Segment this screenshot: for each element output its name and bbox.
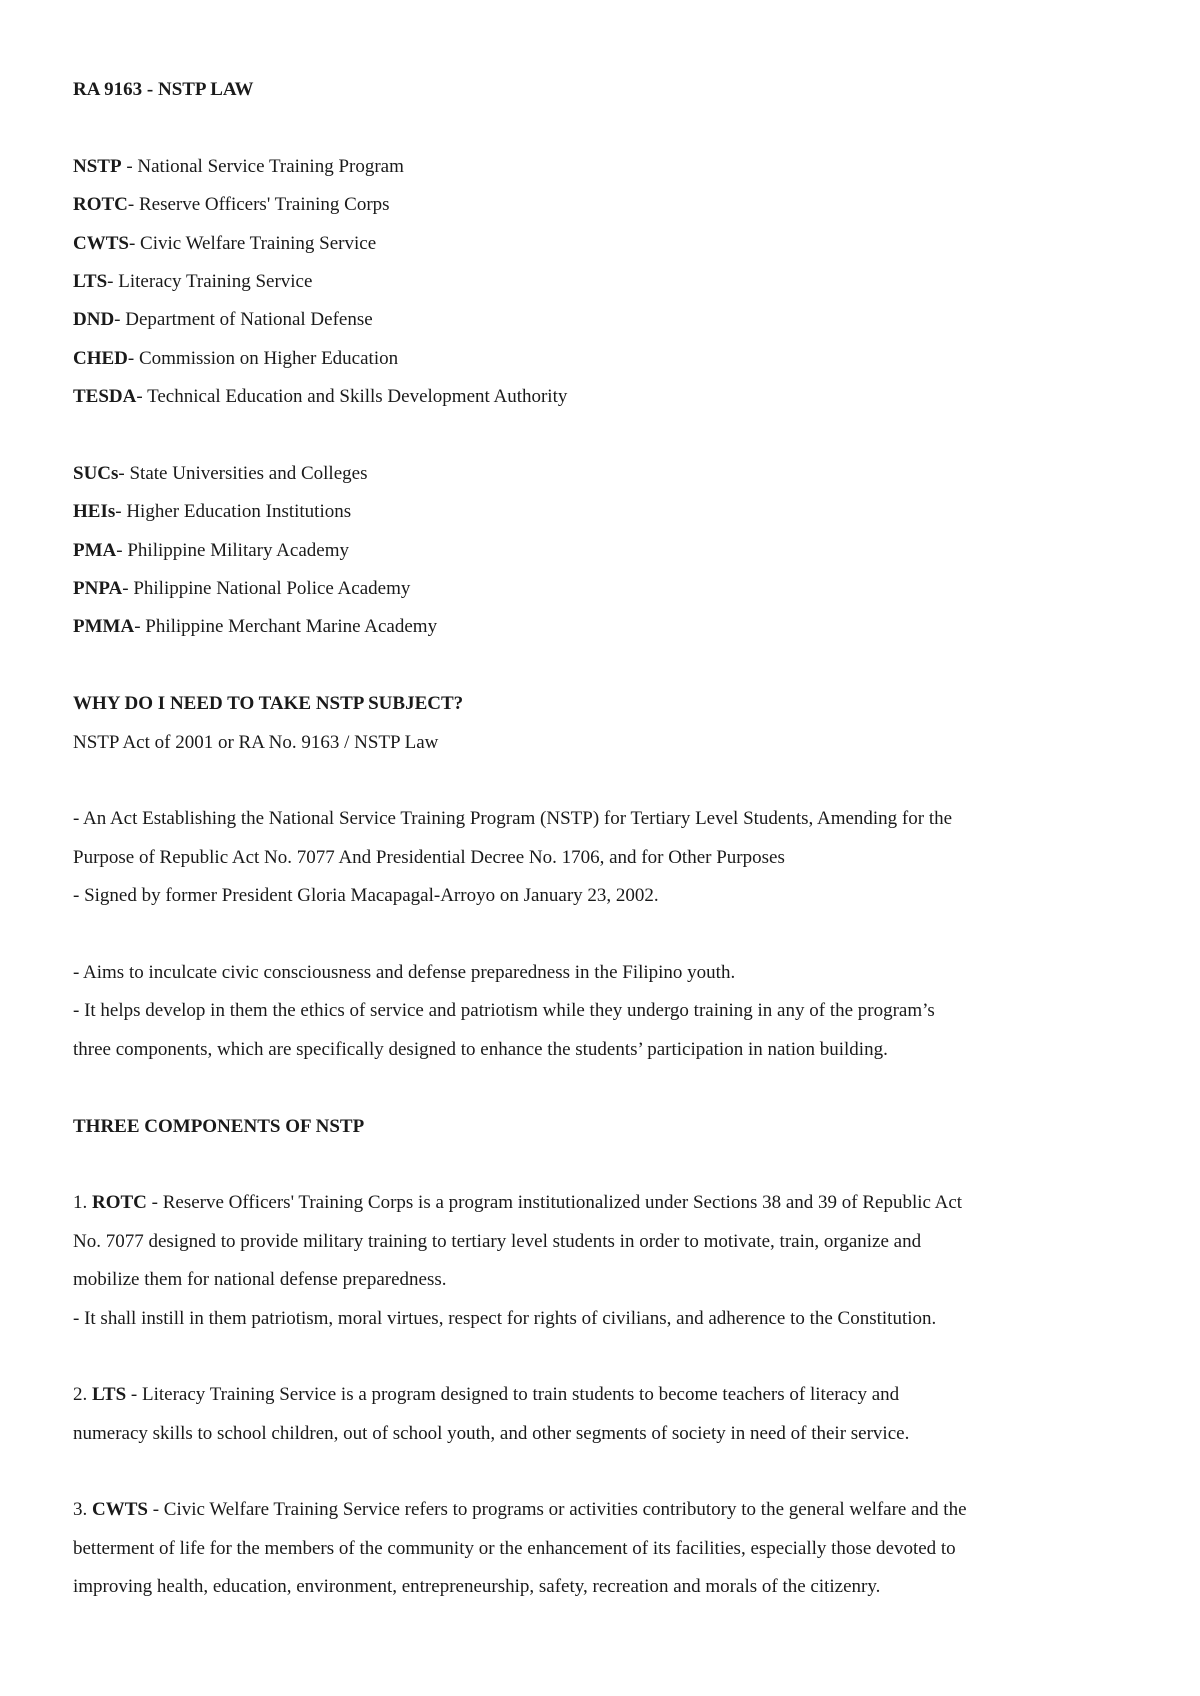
- spacer: [73, 1338, 1133, 1376]
- acronym-sep: -: [107, 270, 119, 292]
- acronym-item: [73, 493, 1133, 531]
- acronym-sep: -: [127, 347, 139, 369]
- paragraph-line: betterment of life for the members of the community or the enhancement of its facilities, especially those devoted to: [73, 1537, 956, 1559]
- acronym-item: [73, 570, 1133, 608]
- component-desc: - Reserve Officers' Training Corps is a program institutionalized under Sections 38 and 39 of Republic Act: [146, 1192, 963, 1214]
- paragraph-line: three components, which are specifically designed to enhance the students’ participation in nation building.: [73, 1038, 888, 1060]
- acronym-abbr: PNPA: [73, 578, 123, 600]
- spacer: [73, 109, 1133, 147]
- component-abbr: LTS: [92, 1384, 127, 1406]
- acronym-meaning: Technical Education and Skills Development Authority: [147, 386, 568, 408]
- paragraph-line: mobilize them for national defense preparedness.: [73, 1269, 447, 1291]
- paragraph-line: - Signed by former President Gloria Macapagal-Arroyo on January 23, 2002.: [73, 885, 659, 907]
- document-title: RA 9163 - NSTP LAW: [73, 79, 254, 100]
- acronym-abbr: CWTS: [73, 232, 129, 254]
- acronym-meaning: Philippine Military Academy: [127, 539, 349, 561]
- acronym-item: [73, 301, 1133, 339]
- acronym-sep: -: [116, 539, 128, 561]
- acronym-item: [73, 186, 1133, 224]
- component-abbr: ROTC: [92, 1192, 147, 1214]
- spacer: [73, 916, 1133, 954]
- acronym-meaning: Philippine National Police Academy: [133, 578, 411, 600]
- acronym-abbr: PMA: [73, 539, 117, 561]
- component-abbr: CWTS: [92, 1499, 148, 1521]
- document-page: [73, 71, 1133, 1607]
- acronym-meaning: Philippine Merchant Marine Academy: [145, 616, 438, 638]
- acronym-abbr: NSTP: [73, 155, 122, 177]
- acronym-meaning: Department of National Defense: [125, 309, 373, 331]
- acronym-abbr: ROTC: [73, 194, 128, 216]
- acronym-meaning: Commission on Higher Education: [138, 347, 399, 369]
- acronym-item: [73, 455, 1133, 493]
- acronym-abbr: TESDA: [73, 386, 137, 408]
- acronym-meaning: Civic Welfare Training Service: [140, 232, 377, 254]
- paragraph-line: - It helps develop in them the ethics of service and patriotism while they undergo training in any of the program’s: [73, 1000, 935, 1022]
- acronym-abbr: DND: [73, 309, 115, 331]
- acronym-meaning: State Universities and Colleges: [129, 462, 368, 484]
- acronym-abbr: PMMA: [73, 616, 135, 638]
- spacer: [73, 417, 1133, 455]
- paragraph-line: improving health, education, environment, entrepreneurship, safety, recreation and morals of the citizenry.: [73, 1576, 881, 1598]
- acronym-sep: -: [121, 155, 138, 177]
- component-rotc-line: [73, 1184, 1133, 1222]
- component-number: 3.: [73, 1499, 92, 1521]
- why-subtitle: NSTP Act of 2001 or RA No. 9163 / NSTP Law: [73, 731, 439, 753]
- component-number: 2.: [73, 1384, 92, 1406]
- acronym-item: [73, 340, 1133, 378]
- acronym-item: [73, 378, 1133, 416]
- spacer: [73, 1146, 1133, 1184]
- component-desc: - Literacy Training Service is a program designed to train students to become teachers of literacy and: [126, 1384, 900, 1406]
- acronym-sep: -: [115, 501, 127, 523]
- acronym-item: [73, 148, 1133, 186]
- section-heading-why: WHY DO I NEED TO TAKE NSTP SUBJECT?: [73, 693, 464, 715]
- acronym-abbr: LTS: [73, 270, 108, 292]
- acronym-sep: -: [136, 386, 148, 408]
- acronym-sep: -: [122, 578, 134, 600]
- acronym-meaning: National Service Training Program: [137, 155, 404, 177]
- acronym-meaning: Higher Education Institutions: [126, 501, 352, 523]
- acronym-item: [73, 225, 1133, 263]
- acronym-sep: -: [134, 616, 146, 638]
- acronym-sep: -: [128, 232, 141, 254]
- acronym-sep: -: [114, 309, 126, 331]
- acronym-sep: -: [127, 194, 139, 216]
- acronym-abbr: CHED: [73, 347, 128, 369]
- spacer: [73, 647, 1133, 685]
- paragraph-line: numeracy skills to school children, out of school youth, and other segments of society in need of their service.: [73, 1422, 910, 1444]
- component-lts-line: [73, 1376, 1133, 1414]
- spacer: [73, 1069, 1133, 1107]
- spacer: [73, 1453, 1133, 1491]
- acronym-item: [73, 608, 1133, 646]
- paragraph-line: - Aims to inculcate civic consciousness and defense preparedness in the Filipino youth.: [73, 961, 736, 983]
- component-desc: - Civic Welfare Training Service refers to programs or activities contributory to the general welfare and the: [147, 1499, 967, 1521]
- acronym-item: [73, 532, 1133, 570]
- acronym-item: [73, 263, 1133, 301]
- spacer: [73, 762, 1133, 800]
- acronym-meaning: Reserve Officers' Training Corps: [138, 194, 390, 216]
- paragraph-line: No. 7077 designed to provide military training to tertiary level students in order to motivate, train, organize and: [73, 1230, 922, 1252]
- section-heading-components: THREE COMPONENTS OF NSTP: [73, 1115, 365, 1137]
- component-cwts-line: [73, 1491, 1133, 1529]
- acronym-abbr: HEIs: [73, 501, 116, 523]
- acronym-sep: -: [118, 462, 130, 484]
- component-number: 1.: [73, 1192, 92, 1214]
- acronym-abbr: SUCs: [73, 462, 119, 484]
- acronym-meaning: Literacy Training Service: [118, 270, 313, 292]
- paragraph-line: - It shall instill in them patriotism, moral virtues, respect for rights of civilians, and adherence to the Constitution.: [73, 1307, 937, 1329]
- paragraph-line: Purpose of Republic Act No. 7077 And Presidential Decree No. 1706, and for Other Purposes: [73, 846, 785, 868]
- paragraph-line: - An Act Establishing the National Service Training Program (NSTP) for Tertiary Level Students, Amending for the: [73, 808, 953, 830]
